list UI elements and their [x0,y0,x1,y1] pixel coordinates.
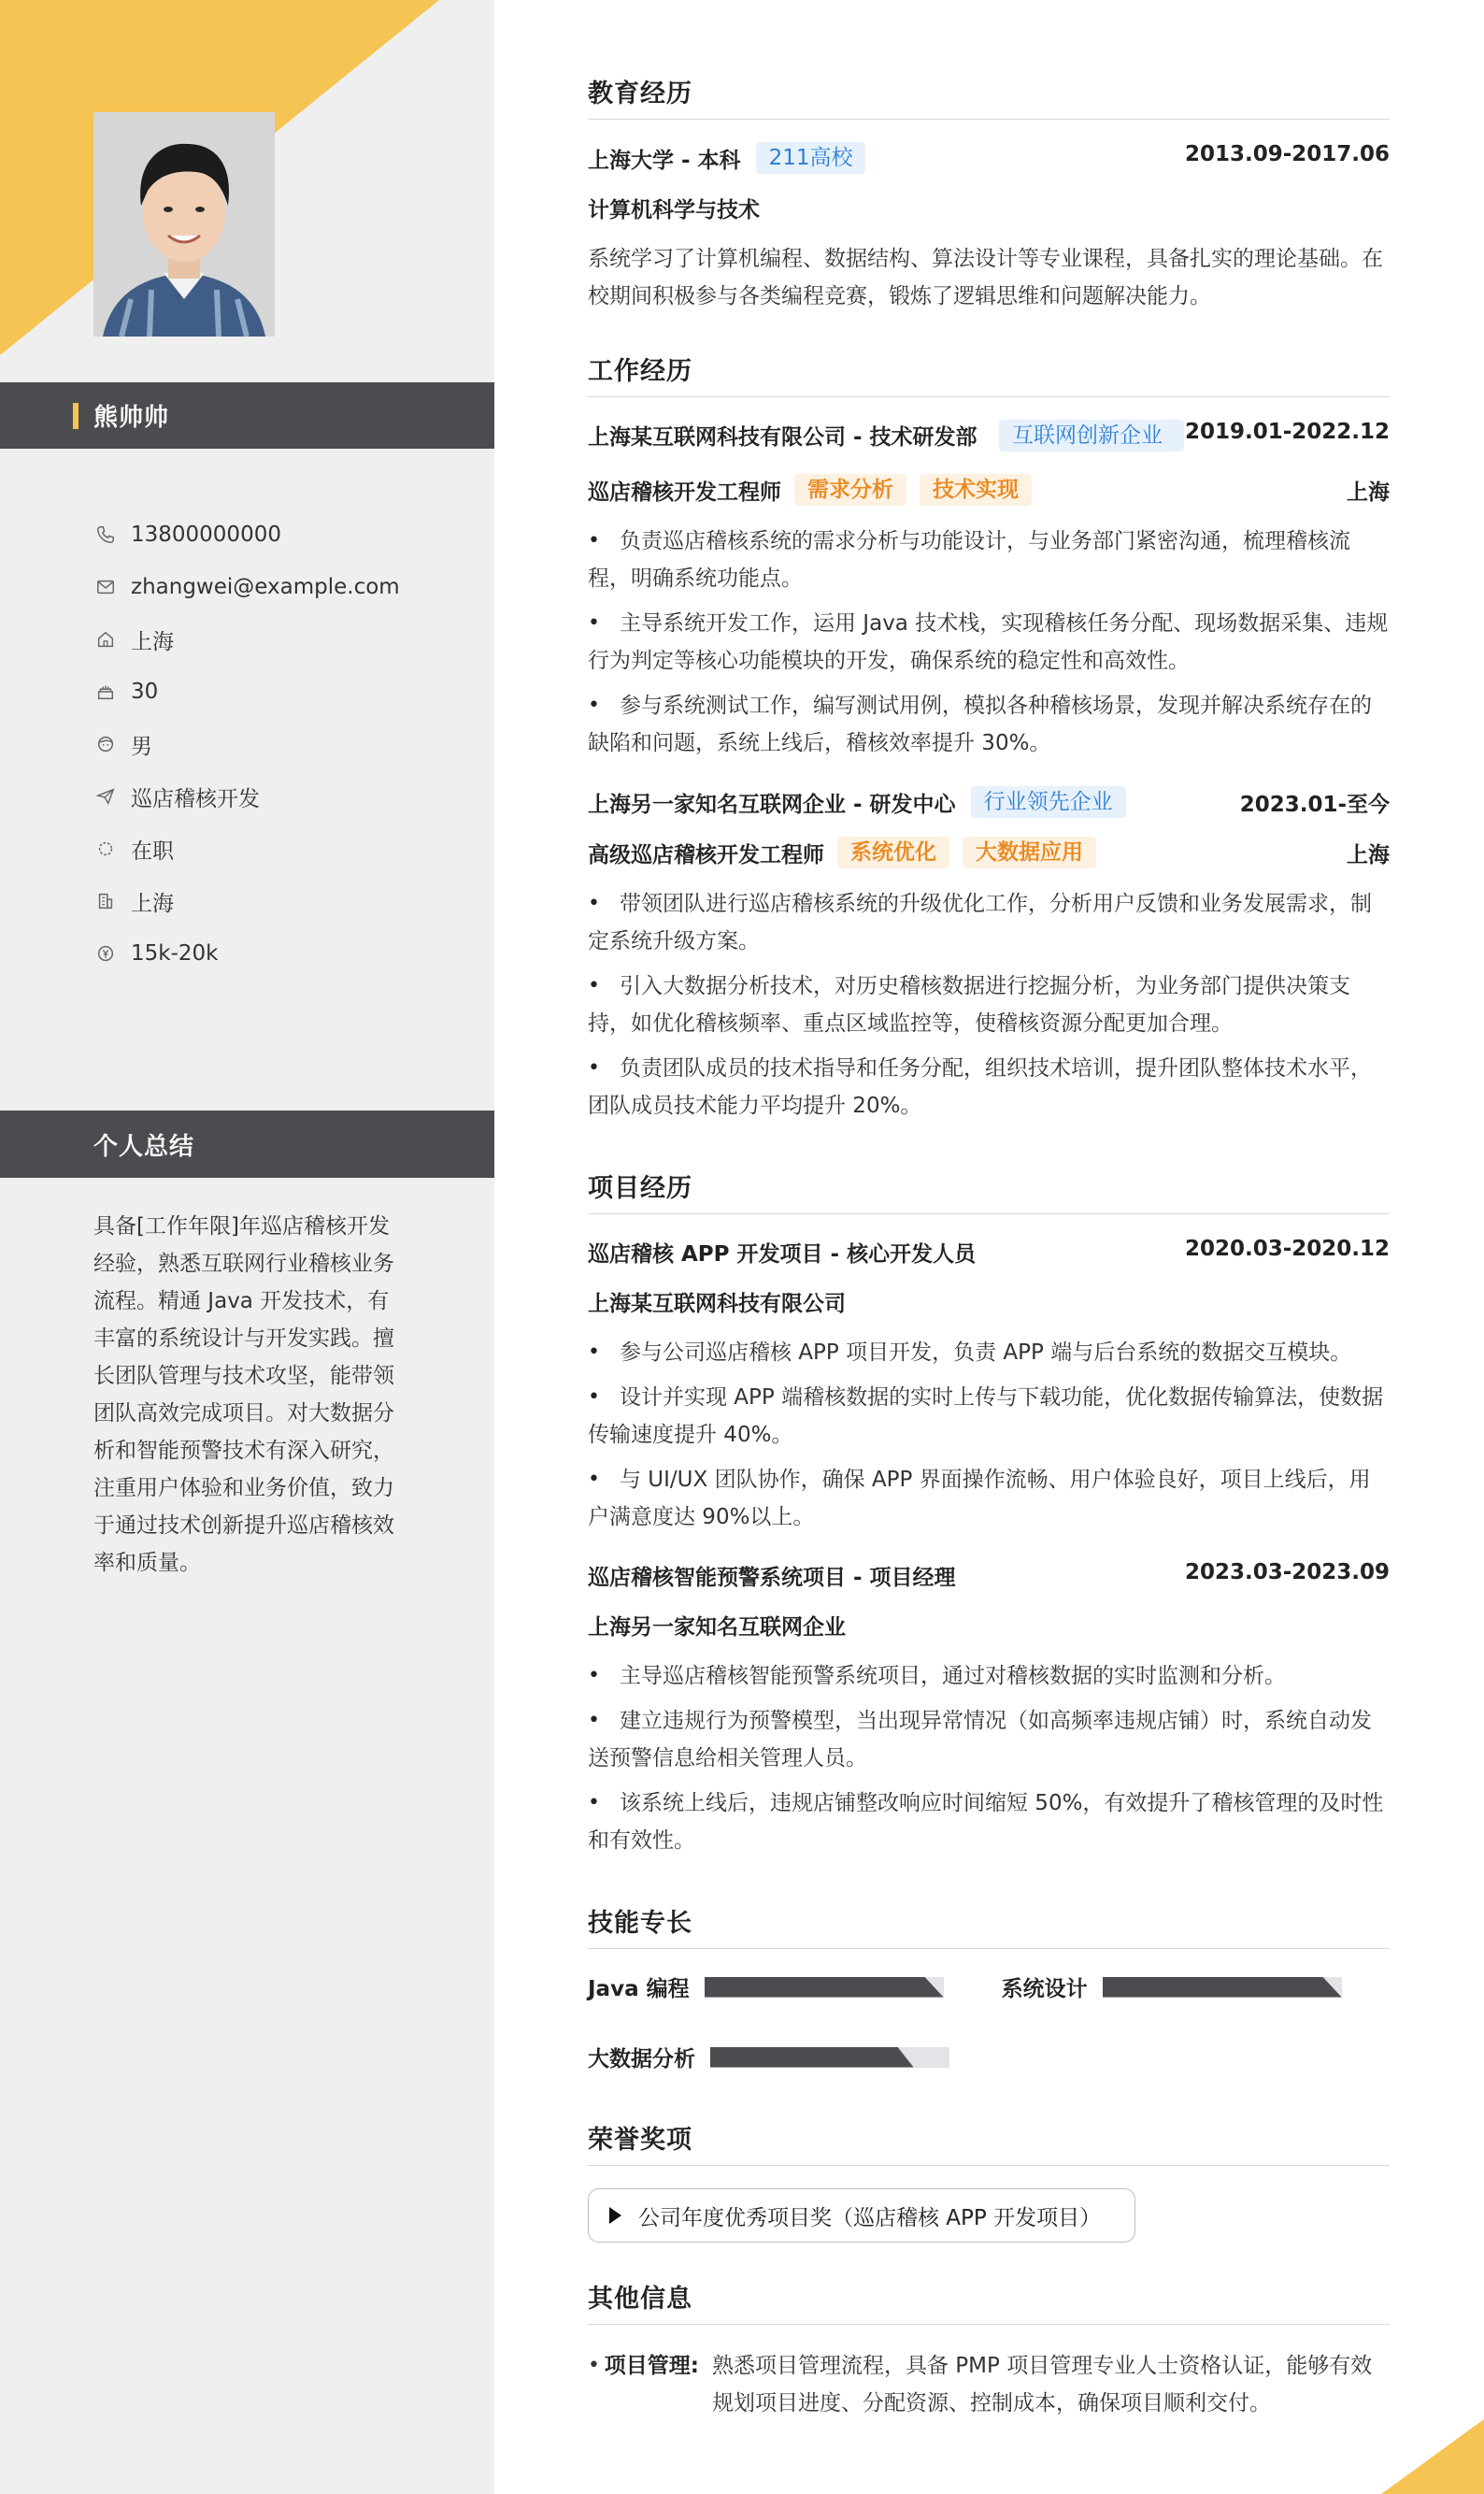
mail-icon [93,575,118,599]
education-section [588,73,1390,315]
other-title: 其他信息 [588,2278,1390,2325]
other-value: 熟悉项目管理流程，具备 PMP 项目管理专业人士资格认证，能够有效规划项目进度、分配资源、控制成本，确保项目顺利交付。 [711,2354,1373,2415]
list-item: • 带领团队进行巡店稽核系统的升级优化工作，分析用户反馈和业务发展需求，制定系统升级方案。 [588,885,1390,960]
project-date: 2020.03-2020.12 [1184,1237,1390,1261]
school-tag: 211高校 [756,142,866,174]
list-item: • 主导巡店稽核智能预警系统项目，通过对稽核数据的实时监测和分析。 [588,1657,1390,1695]
job-role: 巡店稽核开发工程师 [588,480,781,505]
job-city: 上海 [1347,842,1390,867]
corner-decoration-bottom [1381,2419,1484,2494]
education-title: 教育经历 [588,73,1390,120]
contact-info-list [93,509,400,980]
skill-label: 系统设计 [1001,1977,1088,2001]
award-text: 公司年度优秀项目奖（巡店稽核 APP 开发项目） [638,2205,1102,2230]
expand-triangle-icon [609,2207,621,2224]
info-phone [93,509,400,561]
bullet-dot: • [588,2354,600,2377]
list-item: • 负责巡店稽核系统的需求分析与功能设计，与业务部门紧密沟通，梳理稽核流程，明确系统功能点。 [588,523,1390,597]
skill-bar [705,1977,944,1998]
phone-icon [93,523,118,547]
info-email [93,561,400,613]
projects-section [588,1168,1390,1859]
name-bar [0,382,494,449]
skill-item [588,2042,949,2072]
list-item: • 与 UI/UX 团队协作，确保 APP 界面操作流畅、用户体验良好，项目上线后，用户满意度达 90%以上。 [588,1461,1390,1536]
info-position [93,770,400,823]
job-company-tag: 互联网创新企业 [999,420,1184,452]
project-bullets [588,1657,1390,1859]
job-city: 上海 [1347,480,1390,505]
project-item [588,1237,1390,1536]
profile-photo [93,112,275,337]
work-section [588,351,1390,1125]
info-work-city [93,875,400,927]
salary-icon [93,941,118,966]
summary-header [0,1111,494,1178]
work-title: 工作经历 [588,351,1390,397]
home-icon [93,627,118,652]
job-item [588,786,1390,1125]
job-company-tag: 行业领先企业 [971,786,1126,818]
name-accent [73,403,78,429]
project-org: 上海另一家知名互联网企业 [588,1615,846,1640]
project-bullets [588,1334,1390,1536]
skill-bar-fill [710,2047,914,2068]
info-age [93,666,400,718]
age-text: 30 [131,680,159,704]
phone-text: 13800000000 [131,523,281,547]
job-skill-tag: 大数据应用 [963,837,1096,868]
skill-item [1002,1971,1342,2002]
project-name: 巡店稽核智能预警系统项目 - 项目经理 [588,1566,956,1590]
other-section [588,2278,1390,2422]
skills-title: 技能专长 [588,1902,1390,1949]
work-city-text: 上海 [131,891,174,916]
status-text: 在职 [131,838,174,864]
paper-plane-icon [93,784,118,809]
info-gender [93,718,400,770]
job-company: 上海某互联网科技有限公司 - 技术研发部 [588,425,977,450]
job-role: 高级巡店稽核开发工程师 [588,842,824,867]
other-item [588,2347,1390,2422]
cake-icon [93,680,118,704]
face-icon [93,732,118,756]
job-date: 2019.01-2022.12 [1184,420,1390,444]
job-skill-tag: 系统优化 [837,837,949,868]
candidate-name: 熊帅帅 [93,404,170,432]
email-text: zhangwei@example.com [131,575,400,599]
gender-text: 男 [131,734,152,759]
address-text: 上海 [131,629,174,654]
awards-section [588,2119,1390,2243]
skill-bar-fill [1103,1977,1342,1998]
list-item: • 引入大数据分析技术，对历史稽核数据进行挖掘分析，为业务部门提供决策支持，如优化稽核频率、重点区域监控等，使稽核资源分配更加合理。 [588,968,1390,1042]
list-item: • 主导系统开发工作，运用 Java 技术栈，实现稽核任务分配、现场数据采集、违规行为判定等核心功能模块的开发，确保系统的稳定性和高效性。 [588,605,1390,680]
main-content [588,73,1390,2422]
list-item: • 参与公司巡店稽核 APP 项目开发，负责 APP 端与后台系统的数据交互模块。 [588,1334,1390,1371]
status-icon [93,837,118,861]
awards-title: 荣誉奖项 [588,2119,1390,2166]
job-item [588,420,1390,762]
job-company: 上海另一家知名互联网企业 - 研发中心 [588,792,956,817]
skill-bar [1103,1977,1342,1998]
info-status [93,823,400,875]
position-text: 巡店稽核开发 [131,786,260,811]
skill-label: 大数据分析 [588,2047,695,2071]
job-skill-tag: 需求分析 [794,474,906,506]
education-description: 系统学习了计算机编程、数据结构、算法设计等专业课程，具备扎实的理论基础。在校期间积极参与各类编程竞赛，锻炼了逻辑思维和问题解决能力。 [588,247,1383,308]
award-item[interactable] [588,2188,1135,2243]
list-item: • 建立违规行为预警模型，当出现异常情况（如高频率违规店铺）时，系统自动发送预警信息给相关管理人员。 [588,1702,1390,1777]
job-date: 2023.01-至今 [1239,792,1390,817]
other-key: 项目管理: [604,2354,699,2378]
job-bullets [588,523,1390,762]
school-name: 上海大学 - 本科 [588,148,741,173]
skill-bar [710,2047,949,2068]
job-bullets [588,885,1390,1125]
project-item [588,1560,1390,1859]
skill-label: Java 编程 [588,1977,690,2001]
list-item: • 该系统上线后，违规店铺整改响应时间缩短 50%，有效提升了稽核管理的及时性和有效性。 [588,1784,1390,1859]
info-address [93,613,400,666]
sidebar [0,0,494,2494]
project-date: 2023.03-2023.09 [1184,1560,1390,1584]
skills-section [588,1902,1390,2072]
info-salary [93,927,400,980]
skill-item [588,1971,944,2002]
list-item: • 负责团队成员的技术指导和任务分配，组织技术培训，提升团队整体技术水平，团队成员技术能力平均提升 20%。 [588,1050,1390,1125]
skill-bar-fill [705,1977,944,1998]
summary-title: 个人总结 [93,1132,195,1161]
project-name: 巡店稽核 APP 开发项目 - 核心开发人员 [588,1242,977,1267]
major: 计算机科学与技术 [588,198,760,222]
salary-text: 15k-20k [131,941,219,966]
summary-text: 具备[工作年限]年巡店稽核开发经验，熟悉互联网行业稽核业务流程。精通 Java 开发技术，有丰富的系统设计与开发实践。擅长团队管理与技术攻坚，能带领团队高效完成项目。对大数据分析和智能预警技术有深入研究，注重用户体验和业务价值，致力于通过技术创新提升巡店稽核效率和质量。 [93,1214,394,1575]
list-item: • 设计并实现 APP 端稽核数据的实时上传与下载功能，优化数据传输算法，使数据传输速度提升 40%。 [588,1379,1390,1454]
project-org: 上海某互联网科技有限公司 [588,1292,846,1316]
projects-title: 项目经历 [588,1168,1390,1214]
education-date: 2013.09-2017.06 [1184,142,1390,166]
list-item: • 参与系统测试工作，编写测试用例，模拟各种稽核场景，发现并解决系统存在的缺陷和问题，系统上线后，稽核效率提升 30%。 [588,687,1390,762]
job-skill-tag: 技术实现 [920,474,1032,506]
building-icon [93,889,118,913]
